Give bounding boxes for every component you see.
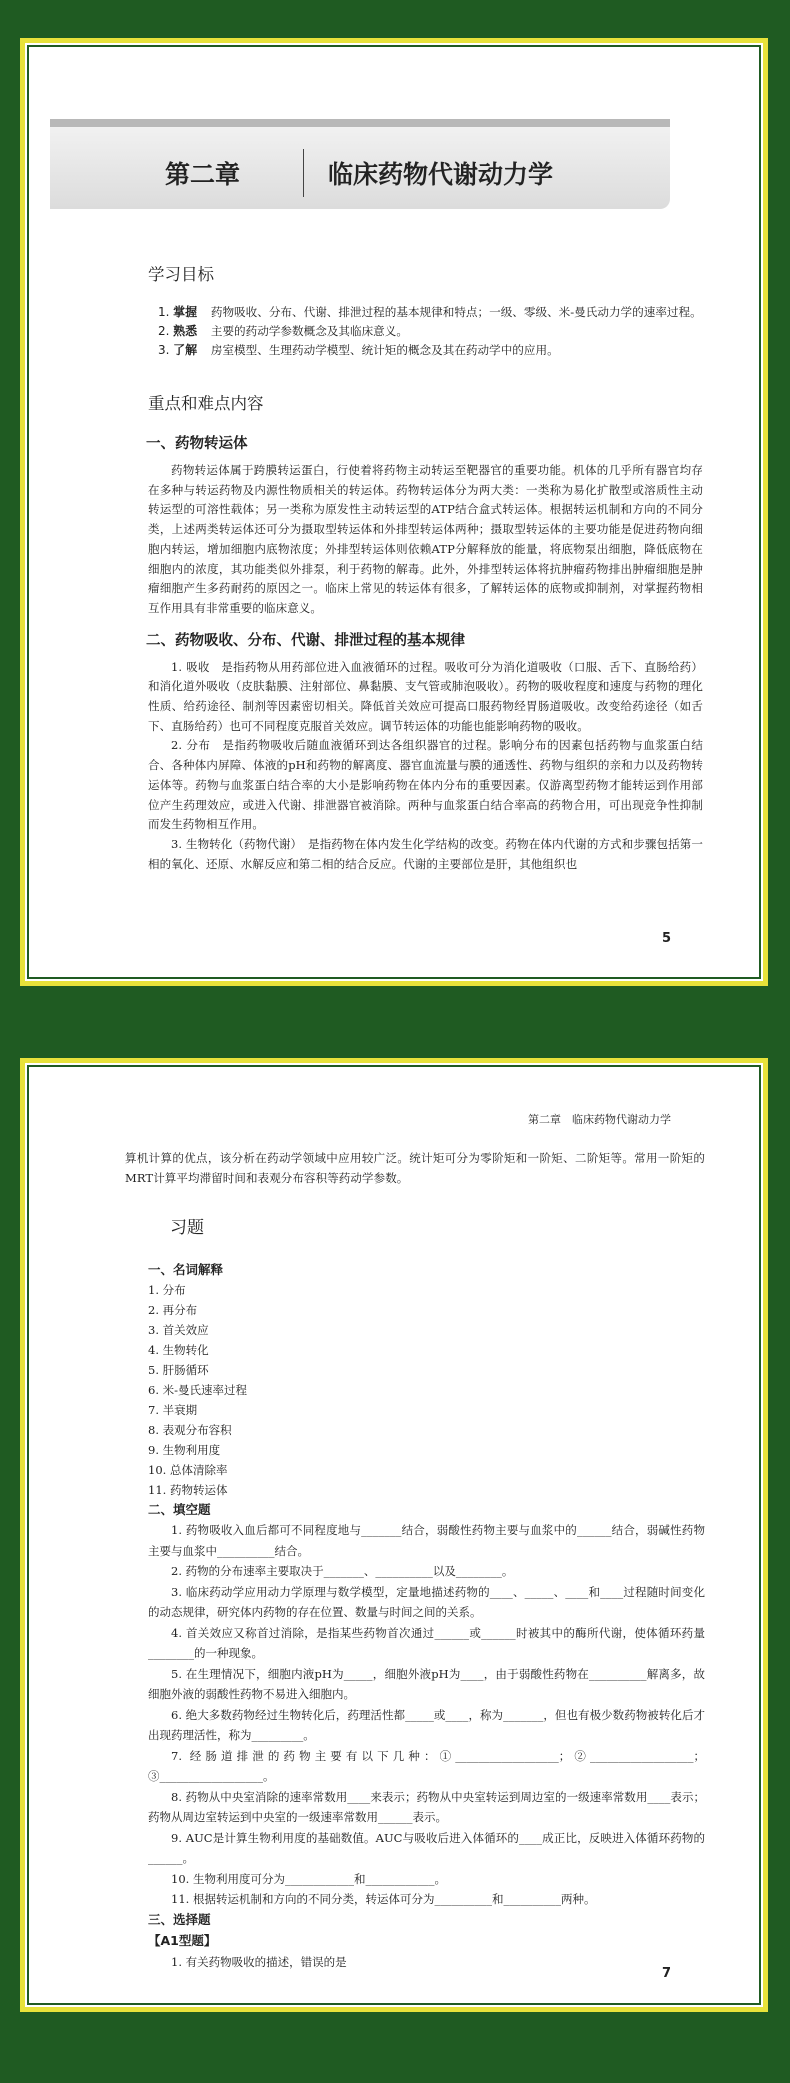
fill-question: 11. 根据转运机制和方向的不同分类，转运体可分为__________和__________两种。 — [171, 1892, 596, 1906]
section-heading: 一、药物转运体 — [146, 436, 248, 452]
paragraph: 算机计算的优点，该分析在药动学领域中应用较广泛。统计矩可分为零阶矩和一阶矩、二阶矩等。常用一阶矩的MRT计算平均滞留时间和表观分布容积等药动学参数。 — [125, 1151, 705, 1185]
fill-heading: 二、填空题 — [148, 1502, 211, 1517]
term-item: 1. 分布 — [148, 1283, 186, 1297]
term-item: 5. 肝肠循环 — [148, 1363, 209, 1377]
page-2 — [20, 1058, 768, 2012]
goal-item — [148, 303, 703, 322]
goal-number: 3. — [158, 343, 170, 357]
fill-question: 3. 临床药动学应用动力学原理与数学模型，定量地描述药物的____、_____、____和____过程随时间变化的动态规律，研究体内药物的存在位置、数量与时间之间的关系。 — [148, 1584, 705, 1619]
choice-question: 1. 有关药物吸收的描述，错误的是 — [171, 1954, 347, 1969]
chapter-number: 第二章 — [165, 160, 241, 189]
exercises — [148, 1213, 705, 1972]
paragraph: 3. 生物转化（药物代谢） 是指药物在体内发生化学结构的改变。药物在体内代谢的方式和步骤包括第一相的氧化、还原、水解反应和第二相的结合反应。代谢的主要部位是肝，其他组织也 — [148, 836, 703, 871]
term-item: 8. 表观分布容积 — [148, 1423, 232, 1437]
page-number: 5 — [661, 931, 671, 946]
goal-text: 药物吸收、分布、代谢、排泄过程的基本规律和特点；一级、零级、米-曼氏动力学的速率过程。 — [210, 305, 702, 319]
term-item: 11. 药物转运体 — [148, 1483, 228, 1497]
term-item: 6. 米-曼氏速率过程 — [148, 1383, 248, 1397]
page-1-content — [148, 261, 703, 874]
goals-heading: 学习目标 — [148, 265, 214, 284]
fill-question: 4. 首关效应又称首过消除，是指某些药物首次通过______或______时被其中的酶所代谢，使体循环药量________的一种现象。 — [148, 1625, 705, 1660]
question-type-tag: 【A1型题】 — [148, 1932, 217, 1948]
term-item: 2. 再分布 — [148, 1303, 198, 1317]
terms-heading: 一、名词解释 — [148, 1262, 224, 1277]
paragraph: 2. 分布 是指药物吸收后随血液循环到达各组织器官的过程。影响分布的因素包括药物与血浆蛋白结合、各种体内屏障、体液的pH和药物的解离度、器官血流量与膜的通透性、药物与组织的亲和力以及药物转运体等。药物与血浆蛋白结合率的大小是影响药物在体内分布的重要因素。仅游离型药物才能转运到作用部位产生药理效应，或进入代谢、排泄器官被消除。两种与血浆蛋白结合率高的药物合用，可出现竞争性抑制而发生药物相互作用。 — [148, 738, 703, 832]
chapter-divider — [303, 149, 304, 197]
choice-heading: 三、选择题 — [148, 1911, 211, 1927]
goal-level: 了解 — [173, 343, 198, 357]
goal-text: 主要的药动学参数概念及其临床意义。 — [210, 324, 408, 338]
page-1 — [20, 38, 768, 986]
chapter-banner — [50, 119, 670, 209]
fill-question: 8. 药物从中央室消除的速率常数用____来表示；药物从中央室转运到周边室的一级速率常数用____表示；药物从周边室转运到中央室的一级速率常数用______表示。 — [148, 1789, 705, 1824]
term-item: 10. 总体清除率 — [148, 1463, 228, 1477]
goal-text: 房室模型、生理药动学模型、统计矩的概念及其在药动学中的应用。 — [210, 343, 559, 357]
term-item: 9. 生物利用度 — [148, 1443, 221, 1457]
fill-question: 9. AUC是计算生物利用度的基础数值。AUC与吸收后进入体循环的____成正比，反映进入体循环药物的______。 — [148, 1830, 705, 1865]
fill-question: 10. 生物利用度可分为____________和____________。 — [171, 1871, 446, 1886]
running-head: 第二章 临床药物代谢动力学 — [528, 1113, 671, 1126]
exercise-title: 习题 — [170, 1218, 204, 1238]
goal-item — [148, 322, 703, 341]
goal-level: 掌握 — [173, 305, 198, 319]
section-heading: 二、药物吸收、分布、代谢、排泄过程的基本规律 — [146, 632, 465, 649]
continued-text — [125, 1149, 705, 1188]
paragraph: 1. 吸收 是指药物从用药部位进入血液循环的过程。吸收可分为消化道吸收（口服、舌下、直肠给药）和消化道外吸收（皮肤黏膜、注射部位、鼻黏膜、支气管或肺泡吸收）。药物的吸收程度和速度与药物的理化性质、给药途径、制剂等因素密切相关。降低首关效应可提高口服药物经胃肠道吸收。改变给药途径（如舌下、直肠给药）也可不同程度克服首关效应。调节转运体的功能也能影响药物的吸收。 — [148, 659, 703, 733]
fill-question: 7. 经肠道排泄的药物主要有以下几种：①__________________；②__________________；③__________________。 — [148, 1748, 705, 1783]
page-number: 7 — [661, 1966, 671, 1981]
fill-question: 5. 在生理情况下，细胞内液pH为_____，细胞外液pH为____，由于弱酸性药物在__________解离多，故细胞外液的弱酸性药物不易进入细胞内。 — [148, 1666, 705, 1701]
fill-question: 2. 药物的分布速率主要取决于_______、__________以及________。 — [171, 1564, 514, 1578]
paragraph: 药物转运体属于跨膜转运蛋白，行使着将药物主动转运至靶器官的重要功能。机体的几乎所有器官均存在多种与转运药物及内源性物质相关的转运体。药物转运体分为两大类：一类称为易化扩散型或溶质性主动转运型的可溶性载体；另一类称为原发性主动转运型的ATP结合盒式转运体。根据转运机制和方向的不同分类，上述两类转运体还可分为摄取型转运体和外排型转运体两种；摄取型转运体的主要功能是促进药物向细胞内转运，增加细胞内底物浓度；外排型转运体则依赖ATP分解释放的能量，将底物泵出细胞，降低底物在细胞内的浓度，其功能类似外排泵，利于药物的解毒。此外，外排型转运体将抗肿瘤药物排出肿瘤细胞是肿瘤细胞产生多药耐药的原因之一。临床上常见的转运体有很多，了解转运体的底物或抑制剂，对掌握药物相互作用具有非常重要的临床意义。 — [148, 463, 703, 615]
goal-level: 熟悉 — [173, 324, 198, 338]
key-points-heading: 重点和难点内容 — [148, 394, 264, 413]
goal-item — [148, 341, 703, 360]
term-item: 4. 生物转化 — [148, 1343, 209, 1357]
term-item: 7. 半衰期 — [148, 1403, 198, 1417]
fill-question: 1. 药物吸收入血后都可不同程度地与_______结合，弱酸性药物主要与血浆中的______结合，弱碱性药物主要与血浆中__________结合。 — [148, 1523, 705, 1558]
goal-number: 1. — [158, 305, 170, 319]
term-item: 3. 首关效应 — [148, 1323, 209, 1337]
goal-number: 2. — [158, 324, 170, 338]
chapter-title: 临床药物代谢动力学 — [328, 160, 554, 189]
fill-question: 6. 绝大多数药物经过生物转化后，药理活性都_____或____，称为_______，但也有极少数药物被转化后才出现药理活性，称为_________。 — [148, 1707, 705, 1742]
